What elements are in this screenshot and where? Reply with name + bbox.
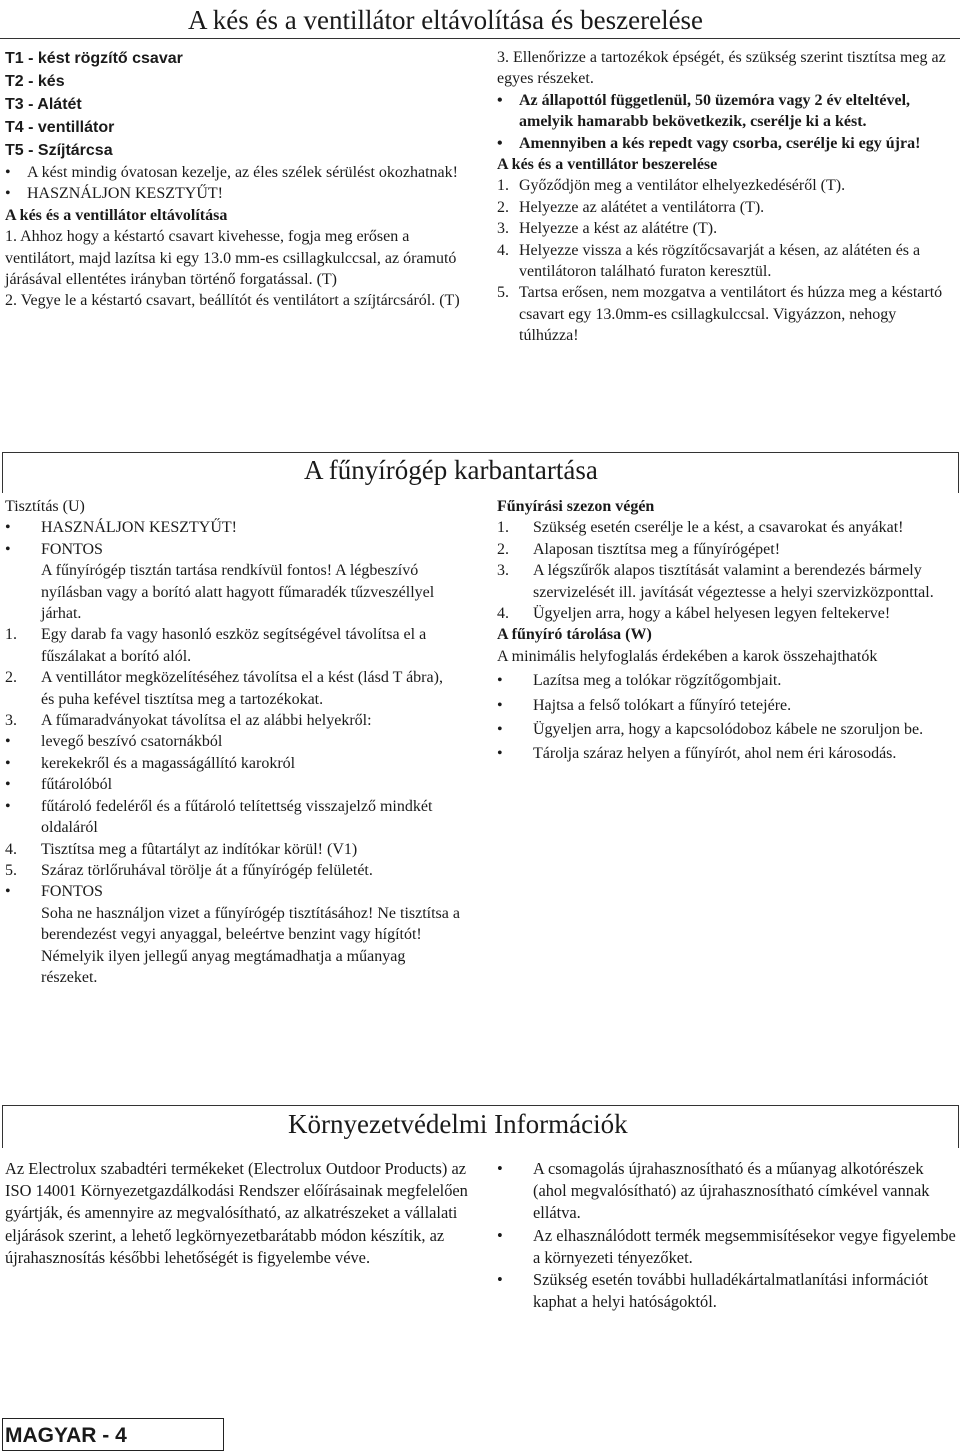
bullet-item: • Amennyiben a kés repedt vagy csorba, cserélje ki egy újra!	[497, 133, 957, 154]
storage-bullet: • Ügyeljen arra, hogy a kapcsolódoboz kábele ne szoruljon be.	[497, 719, 957, 740]
cleaning-item: • HASZNÁLJON KESZTYŰT!	[5, 519, 237, 537]
install-step: 1. Győződjön meg a ventilátor elhelyezkedéséről (T).	[497, 177, 846, 195]
cleaning-item: A fűnyírógép tisztán tartása rendkívül fontos! A légbeszívó nyílásban vagy a borító alatt hagyott fűmaradék tűzveszéllyel járhat.	[41, 562, 435, 623]
bullet-icon: •	[497, 696, 503, 714]
cleaning-item: • fűtárolóból	[5, 776, 113, 794]
storage-intro: A minimális helyfoglalás érdekében a karok összehajthatók	[497, 647, 878, 665]
legend-item: T2 - kés	[5, 73, 65, 90]
cleaning-item: • fűtároló fedeléről és a fűtároló telítettség visszajelző mindkét oldaláról	[5, 797, 433, 837]
bullet-icon: •	[5, 185, 11, 203]
cleaning-item: • levegő beszívó csatornákból	[5, 733, 223, 751]
removal-step: 1. Ahhoz hogy a késtartó csavart kivehesse, fogja meg erősen a ventilátort, majd lazítsa ki egy 13.0 mm-es csillagkulccsal, az óramutó járásával ellentétes irányban történő forgatással. (T)	[5, 228, 457, 289]
season-step: 4. Ügyeljen arra, hogy a kábel helyesen legyen feltekerve!	[497, 605, 891, 623]
install-step: 2. Helyezze az alátétet a ventilátorra (T).	[497, 198, 765, 216]
environment-bullet: • Szükség esetén további hulladékártalmatlanítási információt kaphat a helyi hatóságoktól.	[497, 1270, 929, 1312]
section1-right-column	[497, 47, 957, 347]
environment-bullet: • Az elhasználódott termék megsemmisítésekor vegye figyelembe a környezeti tényezőket.	[497, 1225, 956, 1267]
cleaning-item: • kerekekről és a magasságállító karokról	[5, 754, 296, 772]
cleaning-item: • FONTOS	[5, 540, 103, 558]
page-footer-label: MAGYAR - 4	[2, 1418, 224, 1451]
section2-title: A fűnyírógép karbantartása	[304, 455, 598, 485]
season-step: 2. Alaposan tisztítsa meg a fűnyírógépet!	[497, 540, 781, 558]
section1-title: A kés és a ventillátor eltávolítása és beszerelése	[188, 5, 704, 35]
install-step: 4. Helyezze vissza a kés rögzítőcsavarját a késen, az alátéten és a ventilátoron található furaton keresztül.	[497, 241, 921, 281]
bullet-item: • HASZNÁLJON KESZTYŰT!	[5, 183, 465, 204]
storage-heading: A fűnyíró tárolása (W)	[497, 626, 652, 644]
cleaning-heading: Tisztítás (U)	[5, 498, 85, 515]
section2-right-column	[497, 496, 957, 765]
check-step: 3. Ellenőrizze a tartozékok épségét, és szükség szerint tisztítsa meg az egyes részeket.	[497, 49, 946, 88]
section3-title: Környezetvédelmi Információk	[288, 1109, 628, 1139]
install-heading: A kés és a ventillátor beszerelése	[497, 156, 718, 174]
bullet-item: • A kést mindig óvatosan kezelje, az éles szélek sérülést okozhatnak!	[5, 162, 465, 183]
divider	[0, 38, 960, 39]
legend-item: T4 - ventillátor	[5, 119, 115, 136]
cleaning-item: 1. Egy darab fa vagy hasonló eszköz segítségével távolítsa el a fűszálakat a borító alól.	[5, 626, 427, 665]
section3-left-column	[5, 1158, 475, 1269]
legend-item: T5 - Szíjtárcsa	[5, 142, 113, 159]
bullet-icon: •	[497, 721, 503, 739]
section1-left-column	[5, 47, 465, 312]
cleaning-item: 3. A fűmaradványokat távolítsa el az alábbi helyekről:	[5, 712, 372, 730]
section2-left-column	[5, 496, 460, 988]
bullet-icon: •	[497, 672, 503, 690]
bullet-icon: •	[497, 745, 503, 763]
parts-legend	[5, 47, 465, 162]
removal-step: 2. Vegye le a késtartó csavart, beállítót és ventilátort a szíjtárcsáról. (T)	[5, 292, 460, 310]
bullet-icon: •	[497, 91, 503, 109]
storage-bullet: • Hajtsa a felső tolókart a fűnyíró tetejére.	[497, 695, 957, 716]
cleaning-item: 5. Száraz törlőruhával törölje át a fűnyírógép felületét.	[5, 861, 373, 879]
legend-item: T3 - Alátét	[5, 96, 82, 113]
bullet-item: • Az állapottól függetlenül, 50 üzemóra vagy 2 év elteltével, amelyik hamarabb bekövetkezik, cserélje ki a kést.	[497, 91, 911, 131]
season-heading: Fűnyírási szezon végén	[497, 498, 655, 515]
install-step: 5. Tartsa erősen, nem mozgatva a ventilátort és húzza meg a késtartó csavart egy 13.0mm-es csillagkulccsal. Vigyázzon, nehogy túlhúzza!	[497, 284, 943, 345]
bullet-icon: •	[497, 1159, 503, 1178]
cleaning-item: 2. A ventillátor megközelítéséhez távolítsa el a kést (lásd T ábra), és puha kefével tisztítsa meg a tartozékokat.	[5, 669, 443, 708]
season-step: 3. A légszűrők alapos tisztítását valamint a berendezés bármely szervizelését ill. javítását végeztesse a helyi szervizközponttal.	[497, 562, 934, 601]
storage-bullet: • Tárolja száraz helyen a fűnyírót, ahol nem éri károsodás.	[497, 743, 957, 764]
legend-item: T1 - kést rögzítő csavar	[5, 50, 183, 67]
install-step: 3. Helyezze a kést az alátétre (T).	[497, 220, 718, 238]
removal-heading: A kés és a ventillátor eltávolítása	[5, 206, 228, 224]
bullet-icon: •	[497, 1225, 503, 1245]
environment-text: Az Electrolux szabadtéri termékeket (Electrolux Outdoor Products) az ISO 14001 Környezetgazdálkodási Rendszer előírásainak megfelelően gyártják, és amennyire az megvalósítható, az alkatrészeket a vállalati eljárások szerint, a lehető legkörnyezetbarátabb módon készítik, az újrahasznosítás későbbi lehetőségét is figyelembe véve.	[5, 1159, 468, 1267]
bullet-icon: •	[497, 134, 503, 152]
bullet-icon: •	[497, 1270, 503, 1290]
cleaning-item: 4. Tisztítsa meg a fûtartályt az indítókar körül! (V1)	[5, 840, 358, 858]
season-step: 1. Szükség esetén cserélje le a kést, a csavarokat és anyákat!	[497, 519, 904, 537]
bullet-icon: •	[5, 164, 11, 181]
cleaning-item: Soha ne használjon vizet a fűnyírógép tisztításához! Ne tisztítsa a berendezést vegyi anyaggal, beleértve benzint vagy hígítót! Némelyik ilyen jellegű anyag megtámadhatja a műanyag részeket.	[41, 904, 460, 986]
environment-bullet: • A csomagolás újrahasznosítható és a műanyag alkotórészek (ahol megvalósítható) az újrahasznosítható címkével vannak ellátva.	[497, 1159, 930, 1223]
cleaning-item: • FONTOS	[5, 883, 103, 901]
storage-bullet: • Lazítsa meg a tolókar rögzítőgombjait.	[497, 670, 957, 691]
section3-right-column	[497, 1158, 957, 1313]
